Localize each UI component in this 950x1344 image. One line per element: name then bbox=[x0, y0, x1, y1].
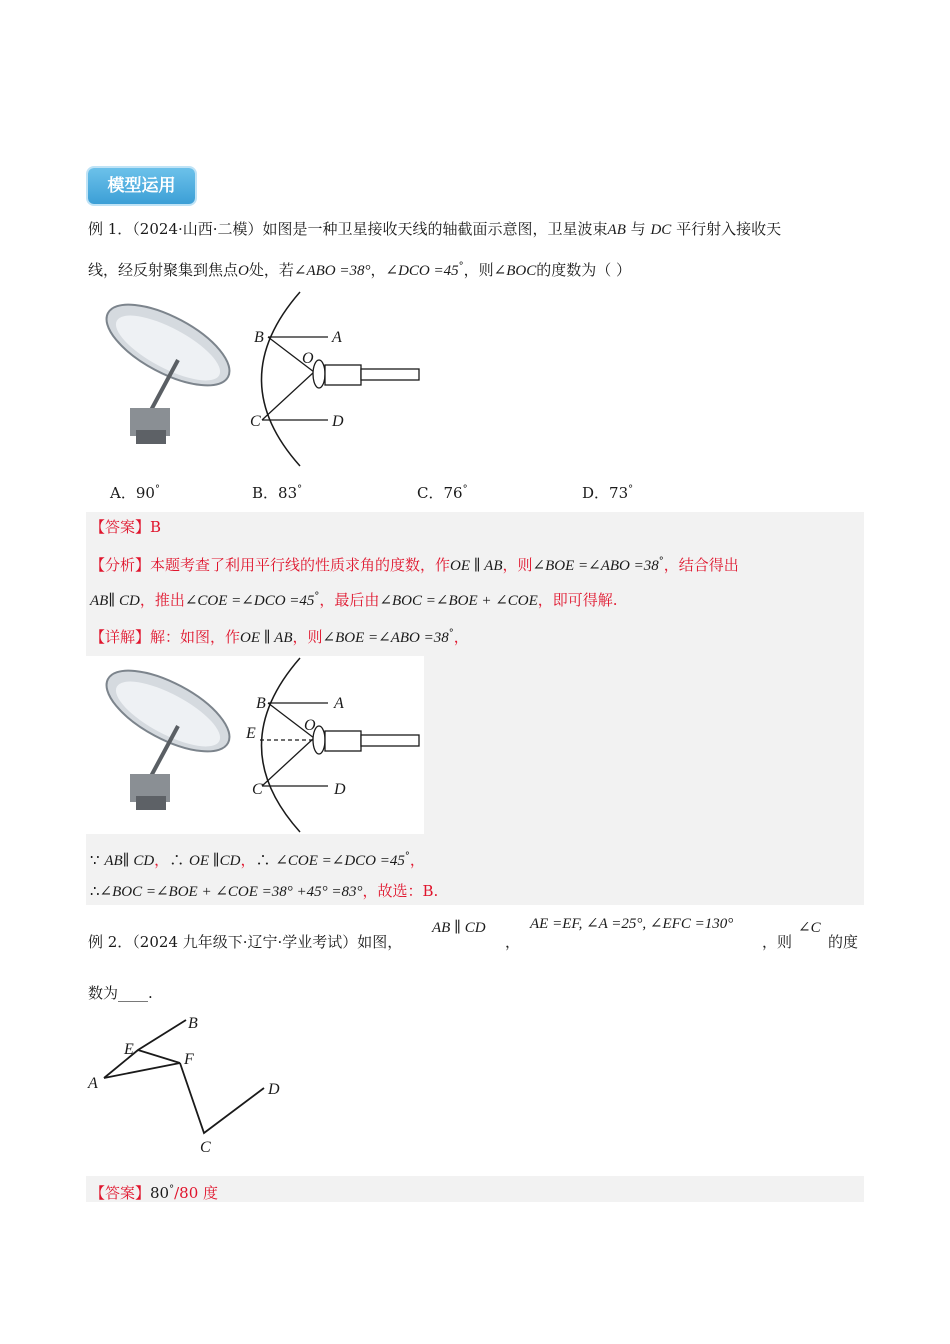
deg-sign: ° bbox=[404, 851, 410, 862]
option-c[interactable] bbox=[417, 479, 468, 504]
math-coe-dco: ∠COE =∠DCO =45 bbox=[275, 853, 405, 869]
parabolic-reflector bbox=[262, 292, 301, 466]
analysis-text: ，则 bbox=[502, 556, 533, 574]
receiver-arm bbox=[361, 369, 419, 380]
ex1-detail-line3 bbox=[90, 880, 438, 903]
label-b: B bbox=[188, 1015, 198, 1032]
deg-sign: ° bbox=[314, 591, 320, 602]
ex2-conditions: AE =EF, ∠A =25°, ∠EFC =130° bbox=[530, 916, 734, 932]
option-value: 76 bbox=[443, 484, 463, 502]
ex1-figure bbox=[88, 290, 428, 470]
ex1-line1 bbox=[88, 218, 781, 241]
analysis-text: ，推出 bbox=[139, 591, 185, 609]
math-boc-sum: ∠BOC =∠BOE + ∠COE bbox=[379, 593, 538, 609]
ex2-ab-cd: AB ∥ CD bbox=[432, 920, 486, 936]
ex2-stem bbox=[88, 931, 402, 953]
option-value: 83 bbox=[278, 484, 298, 502]
segment-ef bbox=[138, 1050, 180, 1063]
ex1-yu: 与 bbox=[630, 220, 646, 238]
option-value: 73 bbox=[609, 484, 629, 502]
ex1-analysis-line1 bbox=[90, 551, 739, 577]
comma: ， bbox=[453, 628, 469, 646]
math-ab-par-cd: AB∥ CD bbox=[90, 593, 140, 609]
answer-suffix: /80 度 bbox=[174, 1184, 219, 1202]
ex1-answer bbox=[90, 516, 161, 538]
ex1-stem-3: 线，经反射聚集到焦点 bbox=[88, 261, 239, 279]
math-angle-dco: ∠DCO =45 bbox=[385, 263, 459, 279]
label-a: A bbox=[334, 695, 344, 712]
label-o: O bbox=[304, 717, 316, 734]
label-d: D bbox=[268, 1081, 280, 1098]
ex1-stem-4: 处，若 bbox=[248, 261, 294, 279]
math-boe-abo: ∠BOE =∠ABO =38 bbox=[532, 558, 659, 574]
satellite-dish-photo bbox=[95, 288, 241, 444]
ex2-ze: ，则 bbox=[762, 933, 793, 951]
deg-sign: ° bbox=[462, 484, 468, 495]
option-label: C． bbox=[417, 484, 444, 502]
parabolic-reflector bbox=[262, 658, 301, 832]
math-dc: DC bbox=[650, 222, 672, 238]
segment-af bbox=[104, 1063, 180, 1078]
deg-sign: ° bbox=[297, 484, 303, 495]
therefore-sign: ∴ bbox=[90, 882, 100, 900]
analysis-text: ，最后由 bbox=[319, 591, 380, 609]
deg-sign: ° bbox=[458, 261, 464, 272]
receiver-body bbox=[325, 731, 361, 751]
therefore-sign: ∴ bbox=[255, 851, 271, 869]
ex2-post: 的度 bbox=[828, 933, 859, 951]
label-a: A bbox=[332, 329, 342, 346]
math-oe-par-ab: OE ∥ AB bbox=[450, 558, 503, 574]
math-angle-abo: ∠ABO =38° bbox=[293, 263, 371, 279]
ex1-detail-figure bbox=[88, 656, 428, 834]
because-sign: ∵ bbox=[90, 851, 100, 869]
option-label: D． bbox=[582, 484, 610, 502]
section-badge: 模型运用 bbox=[88, 168, 195, 204]
therefore-sign: ∴ bbox=[169, 851, 185, 869]
ex2-figure bbox=[86, 1008, 306, 1158]
analysis-text: 本题考查了利用平行线的性质求角的度数，作 bbox=[150, 556, 451, 574]
deg-sign: ° bbox=[169, 1184, 175, 1195]
math-coe-dco: ∠COE =∠DCO =45 bbox=[184, 593, 315, 609]
comma: ， bbox=[240, 851, 256, 869]
label-e: E bbox=[246, 725, 256, 742]
deg-sign: ° bbox=[628, 484, 634, 495]
label-c: C bbox=[200, 1139, 211, 1156]
label-o: O bbox=[302, 350, 314, 367]
label-b: B bbox=[254, 329, 264, 346]
ex1-detail-line2 bbox=[90, 846, 425, 872]
option-a[interactable] bbox=[110, 479, 160, 504]
analysis-text: ，结合得出 bbox=[663, 556, 739, 574]
deg-sign: ° bbox=[154, 484, 160, 495]
segment-fcd bbox=[180, 1063, 264, 1133]
receiver-lens bbox=[313, 360, 325, 388]
option-d[interactable] bbox=[582, 479, 633, 504]
ex1-stem-6: 的度数为（ ） bbox=[536, 261, 631, 279]
option-value: 90 bbox=[135, 484, 155, 502]
analysis-tag: 【分析】 bbox=[90, 556, 151, 574]
ex1-stem-1: 例 1．（2024·山西·二模）如图是一种卫星接收天线的轴截面示意图，卫星波束 bbox=[88, 220, 608, 238]
ex2-line2: 数为____. bbox=[88, 984, 153, 1002]
ex1-analysis-line2 bbox=[90, 586, 618, 612]
math-ab: AB bbox=[607, 222, 626, 238]
detail-text: 解：如图，作 bbox=[150, 628, 241, 646]
label-b: B bbox=[256, 695, 266, 712]
math-boe-abo: ∠BOE =∠ABO =38 bbox=[322, 630, 449, 646]
math-oe-par-ab: OE ∥ AB bbox=[240, 630, 293, 646]
label-a: A bbox=[88, 1075, 98, 1092]
comma: ， bbox=[409, 851, 425, 869]
option-label: B． bbox=[252, 484, 279, 502]
ex1-line2 bbox=[88, 256, 631, 282]
comma: ， bbox=[370, 261, 386, 279]
ray-co bbox=[262, 372, 314, 420]
ex2-comma: ， bbox=[505, 933, 521, 951]
label-c: C bbox=[250, 413, 261, 430]
answer-tag: 【答案】 bbox=[90, 518, 151, 536]
ex2-stem-text: 例 2．（2024 九年级下·辽宁·学业考试）如图， bbox=[88, 933, 403, 951]
ray-co bbox=[262, 738, 314, 786]
label-d: D bbox=[334, 781, 346, 798]
math-boc-calc: ∠BOC =∠BOE + ∠COE =38° +45° =83° bbox=[99, 884, 363, 900]
ex1-stem-2: 平行射入接收天 bbox=[676, 220, 782, 238]
deg-sign: ° bbox=[448, 628, 454, 639]
comma: ， bbox=[154, 851, 170, 869]
ex1-stem-5: ，则 bbox=[463, 261, 494, 279]
ex2-angle-c: ∠C bbox=[798, 920, 821, 936]
receiver-body bbox=[325, 365, 361, 385]
math-o: O bbox=[238, 263, 249, 279]
answer-value: 80 bbox=[150, 1184, 170, 1202]
ex2-answer bbox=[90, 1179, 218, 1204]
math-oe-par-cd: OE ∥CD bbox=[188, 853, 241, 869]
detail-tag: 【详解】 bbox=[90, 628, 151, 646]
detail-conclusion: ，故选：B. bbox=[362, 882, 439, 900]
deg-sign: ° bbox=[658, 556, 664, 567]
label-d: D bbox=[332, 413, 344, 430]
label-f: F bbox=[184, 1051, 194, 1068]
answer-tag: 【答案】 bbox=[90, 1184, 151, 1202]
option-b[interactable] bbox=[252, 479, 302, 504]
label-e: E bbox=[124, 1041, 134, 1058]
analysis-text: ，即可得解. bbox=[537, 591, 618, 609]
math-ab-par-cd: AB∥ CD bbox=[104, 853, 155, 869]
math-angle-boc: ∠BOC bbox=[493, 263, 537, 279]
ex1-detail-line1 bbox=[90, 623, 469, 649]
receiver-arm bbox=[361, 735, 419, 746]
satellite-dish-photo bbox=[95, 654, 241, 810]
option-label: A． bbox=[110, 484, 136, 502]
label-c: C bbox=[252, 781, 263, 798]
detail-text: ，则 bbox=[292, 628, 323, 646]
answer-value: B bbox=[150, 518, 162, 536]
